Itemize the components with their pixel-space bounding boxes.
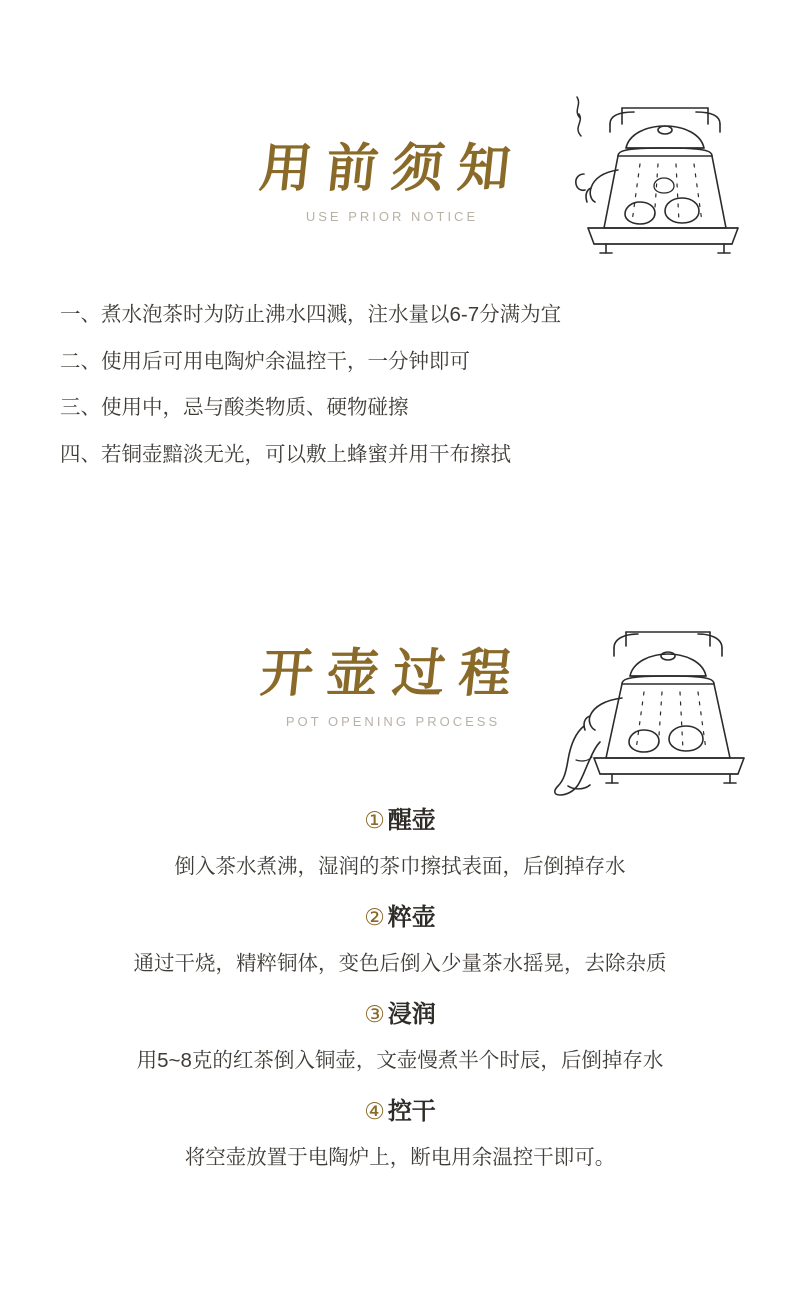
kettle-pouring-with-cloth-illustration	[540, 608, 780, 823]
step-description: 将空壶放置于电陶炉上，断电用余温控干即可。	[184, 1146, 616, 1169]
notice-item	[60, 349, 760, 373]
notice-index: 二、	[60, 349, 101, 373]
step-name: 浸润	[387, 1001, 436, 1028]
notice-list	[60, 305, 760, 491]
page-title: 用前须知	[256, 138, 528, 199]
step-title	[0, 897, 800, 932]
step-name: 醒壶	[387, 807, 436, 834]
notice-index: 一、	[60, 303, 101, 326]
notice-item	[60, 442, 760, 466]
step-item	[0, 800, 800, 879]
section-2-title: 开壶过程	[257, 643, 529, 704]
notice-text: 若铜壶黯淡无光，可以敷上蜂蜜并用干布擦拭	[101, 442, 511, 466]
notice-text: 使用后可用电陶炉余温控干，一分钟即可	[101, 349, 470, 373]
page-subtitle: USE PRIOR NOTICE	[305, 209, 479, 225]
step-item	[0, 994, 800, 1073]
step-name: 控干	[387, 1098, 436, 1125]
kettle-on-stove-with-steam-illustration	[548, 78, 778, 278]
notice-item	[60, 305, 760, 326]
notice-text: 煮水泡茶时为防止沸水四溅，注水量以6-7分满为宜	[101, 303, 562, 326]
step-list	[0, 800, 800, 1188]
step-description: 用5~8克的红茶倒入铜壶，文壶慢煮半个时辰，后倒掉存水	[136, 1049, 664, 1072]
step-number: ②	[364, 904, 385, 930]
step-title	[0, 994, 800, 1029]
step-item	[0, 897, 800, 976]
section-1-title-block	[232, 140, 552, 224]
section-2-subtitle: POT OPENING PROCESS	[285, 714, 501, 730]
notice-index: 四、	[60, 442, 101, 466]
step-title	[0, 800, 800, 835]
step-description: 通过干烧，精粹铜体，变色后倒入少量茶水摇晃，去除杂质	[133, 952, 667, 975]
step-number: ③	[364, 1001, 385, 1027]
notice-index: 三、	[60, 396, 101, 419]
notice-item	[60, 398, 760, 419]
step-item	[0, 1091, 800, 1170]
step-title	[0, 1091, 800, 1126]
section-2-title-block	[228, 645, 558, 729]
step-number: ①	[364, 807, 385, 833]
notice-text: 使用中，忌与酸类物质、硬物碰擦	[101, 396, 409, 419]
step-description: 倒入茶水煮沸，湿润的茶巾擦拭表面，后倒掉存水	[174, 855, 626, 878]
step-name: 粹壶	[387, 904, 436, 931]
step-number: ④	[364, 1098, 385, 1124]
